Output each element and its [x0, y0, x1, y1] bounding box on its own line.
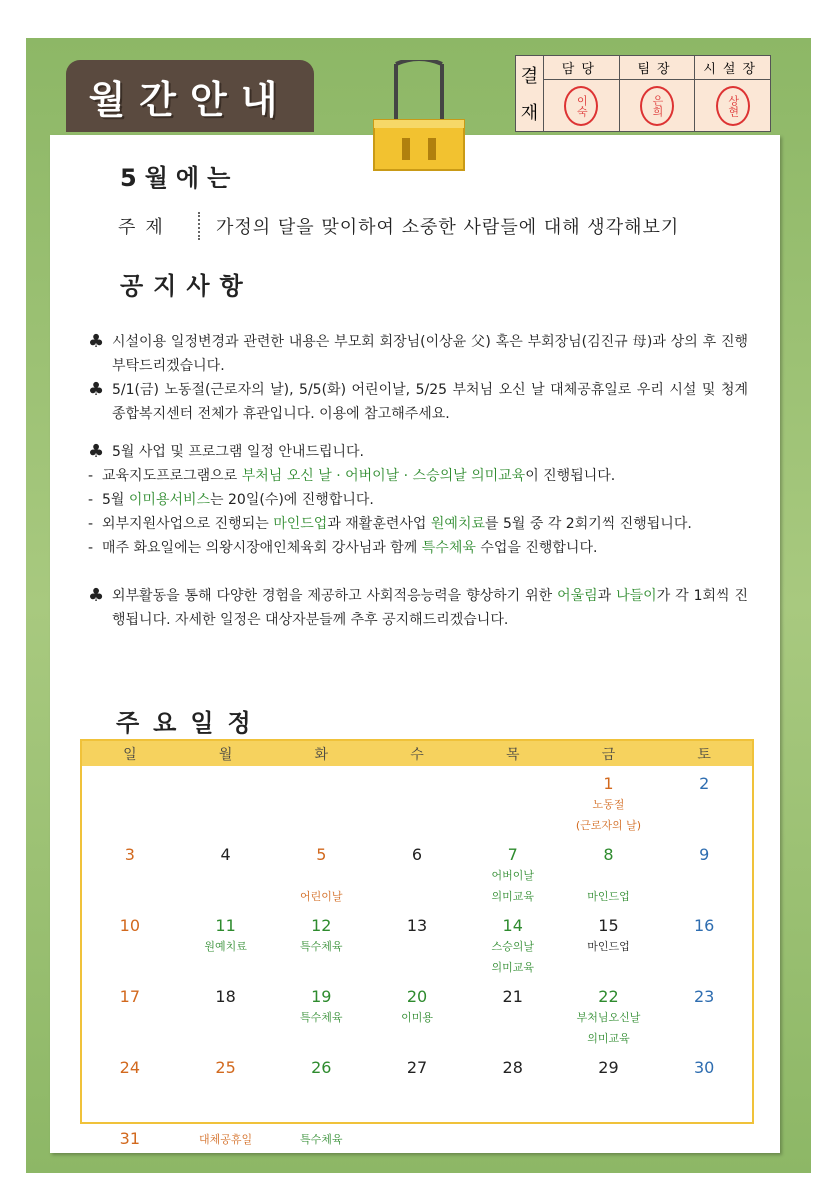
day-event: 특수체육	[300, 1011, 343, 1024]
calendar-day-cell	[178, 979, 274, 1050]
theme-text: 가정의 달을 맞이하여 소중한 사람들에 대해 생각해보기	[216, 217, 680, 238]
day-number: 18	[215, 987, 236, 1006]
calendar-day-cell	[656, 979, 752, 1050]
day-number: 17	[119, 987, 141, 1006]
day-event: 어린이날	[300, 890, 343, 903]
day-event: 의미교육	[491, 890, 534, 903]
day-event	[607, 865, 611, 886]
day-number: 1	[603, 774, 614, 793]
month-heading: 5월에는	[120, 164, 239, 192]
binder-clip-icon	[366, 60, 472, 172]
weekday-label: 화	[314, 746, 329, 763]
notice-heading: 공지사항	[120, 272, 253, 300]
calendar-day-cell	[561, 837, 657, 908]
calendar-day-cell	[561, 1121, 657, 1181]
day-number: 2	[699, 774, 710, 793]
day-number: 13	[406, 916, 428, 935]
theme-row	[118, 212, 679, 240]
theme-divider	[198, 212, 200, 240]
calendar-day-cell	[561, 1050, 657, 1121]
day-event: 마인드업	[587, 890, 630, 903]
day-event: 특수체육	[300, 940, 343, 953]
day-number: 3	[124, 845, 135, 864]
calendar-day-cell	[369, 766, 465, 837]
calendar-day-cell	[82, 837, 178, 908]
day-number: 15	[598, 916, 619, 935]
day-number: 14	[502, 916, 523, 935]
weekday-label: 토	[697, 746, 711, 763]
calendar-day-cell	[656, 837, 752, 908]
approval-col-director: 시설장 상현	[695, 56, 770, 131]
title-tab	[66, 60, 314, 132]
day-number: 4	[220, 845, 231, 864]
club-icon: ♣	[88, 585, 105, 606]
day-number: 8	[603, 845, 614, 864]
calendar-day-cell	[465, 766, 561, 837]
program-line: - 교육지도프로그램으로 부처님 오신 날 · 어버이날 · 스승의날 의미교육이 진행됩니다.	[88, 468, 616, 484]
calendar-day-cell	[273, 908, 369, 979]
club-icon: ♣	[88, 441, 105, 462]
calendar-week	[82, 979, 752, 1050]
calendar-day-cell	[82, 766, 178, 837]
approval-box	[515, 55, 771, 132]
calendar-day-cell	[465, 979, 561, 1050]
day-number: 19	[311, 987, 332, 1006]
calendar-day-cell	[178, 1050, 274, 1121]
calendar-day-cell	[465, 1121, 561, 1181]
day-number: 6	[411, 845, 423, 864]
calendar-day-cell	[82, 1121, 178, 1181]
calendar-week	[82, 837, 752, 908]
page-title: 월간안내	[88, 77, 292, 122]
notice-item: ♣ 외부활동을 통해 다양한 경험을 제공하고 사회적응능력을 향상하기 위한 어울림과 나들이가 각 1회씩 진행됩니다. 자세한 일정은 대상자분들께 추후 공지해드리겠습니다.	[88, 584, 748, 632]
notice-item: ♣ 5월 사업 및 프로그램 일정 안내드립니다.	[88, 441, 364, 462]
seal-stamp: 은희	[640, 86, 674, 126]
calendar-day-cell	[369, 1050, 465, 1121]
calendar-day-cell	[465, 1050, 561, 1121]
calendar-day-cell	[273, 766, 369, 837]
calendar-day-cell	[178, 766, 274, 837]
day-number: 10	[119, 916, 141, 935]
weekday-label: 월	[218, 746, 233, 763]
day-event: 노동절	[592, 798, 625, 811]
day-event: 이미용	[401, 1011, 433, 1024]
program-line: - 매주 화요일에는 의왕시장애인체육회 강사님과 함께 특수체육 수업을 진행합니다.	[88, 540, 598, 556]
day-number: 16	[693, 916, 715, 935]
weekday-label: 목	[505, 746, 520, 763]
calendar-day-cell	[561, 979, 657, 1050]
day-number: 29	[598, 1058, 619, 1077]
day-event: 부처님오신날	[576, 1011, 641, 1024]
calendar-day-cell	[273, 1121, 369, 1181]
day-event	[320, 865, 324, 886]
day-event: 의미교육	[491, 961, 534, 974]
calendar-day-cell	[369, 837, 465, 908]
calendar-day-cell	[561, 766, 657, 837]
day-number: 31	[119, 1129, 141, 1148]
day-event: 특수체육	[300, 1133, 343, 1146]
day-number: 30	[693, 1058, 715, 1077]
approval-col-manager: 담당 이숙	[544, 56, 620, 131]
schedule-heading: 주요일정	[116, 709, 265, 737]
calendar-day-cell	[465, 837, 561, 908]
notice-item: ♣ 5/1(금) 노동절(근로자의 날), 5/5(화) 어린이날, 5/25 부처님 오신 날 대체공휴일로 우리 시설 및 청계 종합복지센터 전체가 휴관입니다. 이용에 참고해주세요.	[88, 378, 748, 426]
calendar-day-cell	[369, 979, 465, 1050]
calendar-week	[82, 1121, 752, 1181]
day-number: 27	[406, 1058, 428, 1077]
notice-list	[88, 330, 748, 632]
day-number: 5	[316, 845, 327, 864]
calendar-day-cell	[82, 979, 178, 1050]
calendar-day-cell	[273, 979, 369, 1050]
day-number: 12	[311, 916, 332, 935]
calendar-day-cell	[82, 1050, 178, 1121]
day-number: 21	[502, 987, 523, 1006]
day-event: 어버이날	[491, 869, 534, 882]
calendar-week	[82, 908, 752, 979]
calendar-day-cell	[273, 1050, 369, 1121]
day-number: 22	[598, 987, 619, 1006]
program-line: - 외부지원사업으로 진행되는 마인드업과 재활훈련사업 원예치료를 5월 중 각 2회기씩 진행됩니다.	[88, 516, 692, 532]
calendar-week	[82, 766, 752, 837]
day-number: 26	[311, 1058, 332, 1077]
seal-stamp: 이숙	[564, 86, 598, 126]
day-number: 7	[507, 845, 518, 864]
day-number: 28	[502, 1058, 523, 1077]
seal-stamp: 상현	[716, 86, 750, 126]
day-event: 마인드업	[587, 940, 630, 953]
day-number: 9	[699, 845, 710, 864]
day-event: 스승의날	[491, 940, 534, 953]
day-number: 20	[406, 987, 428, 1006]
approval-col-team-lead: 팀장 은희	[620, 56, 696, 131]
day-number: 11	[215, 916, 236, 935]
calendar-day-cell	[178, 1121, 274, 1181]
day-event: 의미교육	[587, 1032, 630, 1045]
club-icon: ♣	[88, 379, 105, 400]
calendar-day-cell	[465, 908, 561, 979]
weekday-label: 금	[601, 746, 616, 763]
weekday-label: 수	[410, 746, 424, 763]
calendar-day-cell	[178, 908, 274, 979]
weekday-label: 일	[123, 746, 137, 763]
calendar-day-cell	[178, 837, 274, 908]
calendar-day-cell	[273, 837, 369, 908]
program-line: - 5월 이미용서비스는 20일(수)에 진행합니다.	[88, 492, 374, 508]
calendar-week	[82, 1050, 752, 1121]
notice-item: ♣ 시설이용 일정변경과 관련한 내용은 부모회 회장님(이상윤 父) 혹은 부회장님(김진규 母)과 상의 후 진행 부탁드리겠습니다.	[88, 330, 748, 378]
day-event: 대체공휴일	[199, 1133, 253, 1146]
theme-label: 주제	[118, 217, 173, 238]
calendar-day-cell	[656, 1050, 752, 1121]
day-number: 24	[119, 1058, 141, 1077]
monthly-calendar	[80, 739, 754, 1148]
calendar-day-cell	[656, 908, 752, 979]
calendar-day-cell	[561, 908, 657, 979]
club-icon: ♣	[88, 331, 105, 352]
calendar-weekday-header	[82, 741, 752, 766]
calendar-day-cell	[82, 908, 178, 979]
calendar-day-cell	[656, 766, 752, 837]
calendar-day-cell	[369, 908, 465, 979]
calendar-day-cell	[656, 1121, 752, 1181]
calendar-day-cell	[369, 1121, 465, 1181]
day-event: 원예치료	[204, 940, 247, 953]
day-number: 23	[693, 987, 715, 1006]
day-event: (근로자의 날)	[575, 819, 642, 832]
approval-side-label: 결 재	[516, 56, 544, 131]
day-number: 25	[215, 1058, 236, 1077]
